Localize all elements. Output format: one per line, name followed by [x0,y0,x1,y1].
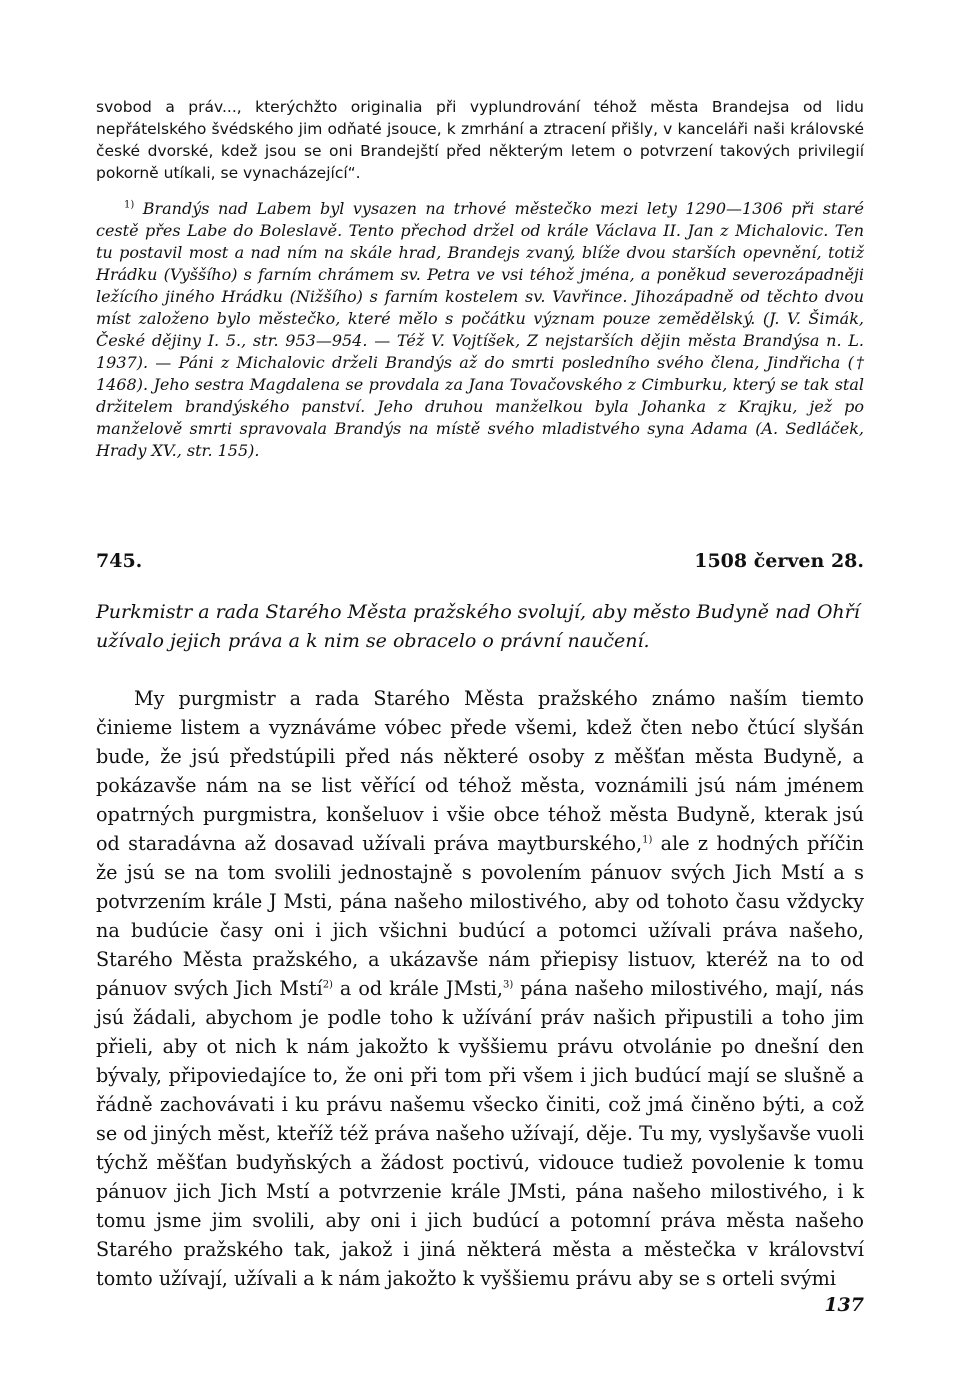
document-number: 745. [96,550,143,572]
body-text-2: ale z hodných příčin že jsú se na tom svolili jednostajně s povolením pánuov svých Jich Mstí a s potvrzením krále J Msti, pána našeho milostivého, aby od tohoto času vždycky na budúcie časy oni i jich všichni budúcí a potomci užívali práva našeho, Starého Města pražského, a ukázavše nám přiepisy listuov, kteréž na to od pánuov svých Jich Mstí [96,832,864,1000]
quote-paragraph: svobod a práv..., kterýchžto originalia při vyplundrování téhož města Brandejsa od lidu nepřátelského švédského jim odňaté jsouce, k zmrhání a ztracení přišly, v kanceláři naši královské české dvorské, kdež jsou se oni Brandejští před některým letem o potvrzení takových privilegií pokorně utíkali, se vynacházející“. [96,98,864,182]
footnote [96,198,864,462]
footnote-ref-3: 3) [503,979,514,991]
body-text-1: My purgmistr a rada Starého Města pražského známo naším tiemto činieme listem a vyznáváme vóbec přede všemi, kdež čten nebo čtúcí slyšán bude, že jsú předstúpili před nás některé osoby z měšťan města Budyně, a pokázavše nám na se list věřící od téhož města, voznámili jsú nám jménem opatrných purgmistra, konšeluov i všie obce téhož města Budyně, kterak jsú od staradávna až dosavad užívali práva maytburského, [96,687,864,855]
page-number: 137 [824,1294,864,1316]
footnote-text: Brandýs nad Labem byl vysazen na trhové městečko mezi lety 1290—1306 při staré cestě přes Labe do Boleslavě. Tento přechod držel od krále Václava II. Jan z Michalovic. Ten tu postavil most a nad ním na skále hrad, Brandejs zvaný, blíže dvou starších opevnění, totiž Hrádku (Vyššího) s farním chrámem sv. Petra ve vsi téhož jména, a poněkud severozápadněji ležícího jiného Hrádku (Nižšího) s farním kostelem sv. Vavřince. Jihozápadně od těchto dvou míst založeno bylo městečko, které mělo s počátku význam pouze zemědělský. (J. V. Šimák, České dějiny I. 5., str. 953—954. — Též V. Vojtíšek, Z nejstarších dějin města Brandýsa n. L. 1937). — Páni z Michalovic drželi Brandýs až do smrti posledního svého člena, Jindřicha († 1468). Jeho sestra Magdalena se provdala za Jana Tovačovského z Cimburku, který se tak stal držitelem brandýského panství. Jeho druhou manželkou byla Johanka z Krajku, jež po manželově smrti spravovala Brandýs na místě svého mladistvého syna Adama (A. Sedláček, Hrady XV., str. 155). [96,199,864,460]
footnote-mark: 1) [124,199,135,211]
document-date: 1508 červen 28. [694,550,864,572]
regest: Purkmistr a rada Starého Města pražského svolují, aby město Budyně nad Ohří užívalo jejich práva a k nim se obracelo o právní naučení. [96,601,860,652]
footnote-ref-2: 2) [322,979,333,991]
document-body [96,684,864,1293]
body-text-3: a od krále JMsti, [332,977,504,1000]
footnote-ref-1: 1) [642,834,653,846]
page-content [96,96,864,1293]
body-text-4: pána našeho milostivého, mají, nás jsú žádali, abychom je podle toho k užívání práv našich připustili a toho jim přieli, aby ot nich k nám jakožto k vyššiemu právu otvolánie po dnešní den bývaly, připoviedajíce to, že oni při tom při všem i jich budúcí mají se slušně a řádně zachovávati i ku právu našemu všecko činiti, což jmá činěno býti, a což se od jiných měst, kteříž též práva našeho užívají, děje. Tu my, vyslyšavše vuoli týchž měšťan budyňských a žádost poctivú, vidouce tudiež povolenie k tomu pánuov jich Jich Mstí a potvrzenie krále JMsti, pána našeho milostivého, i k tomu jsme jim svolili, aby oni i jich budúcí a potomní práva města našeho Starého pražského tak, jakož i jiná některá města a městečka v království tomto užívají, užívali a k nám jakožto k vyššiemu právu aby se s orteli svými [96,977,864,1290]
document-heading [96,550,864,572]
